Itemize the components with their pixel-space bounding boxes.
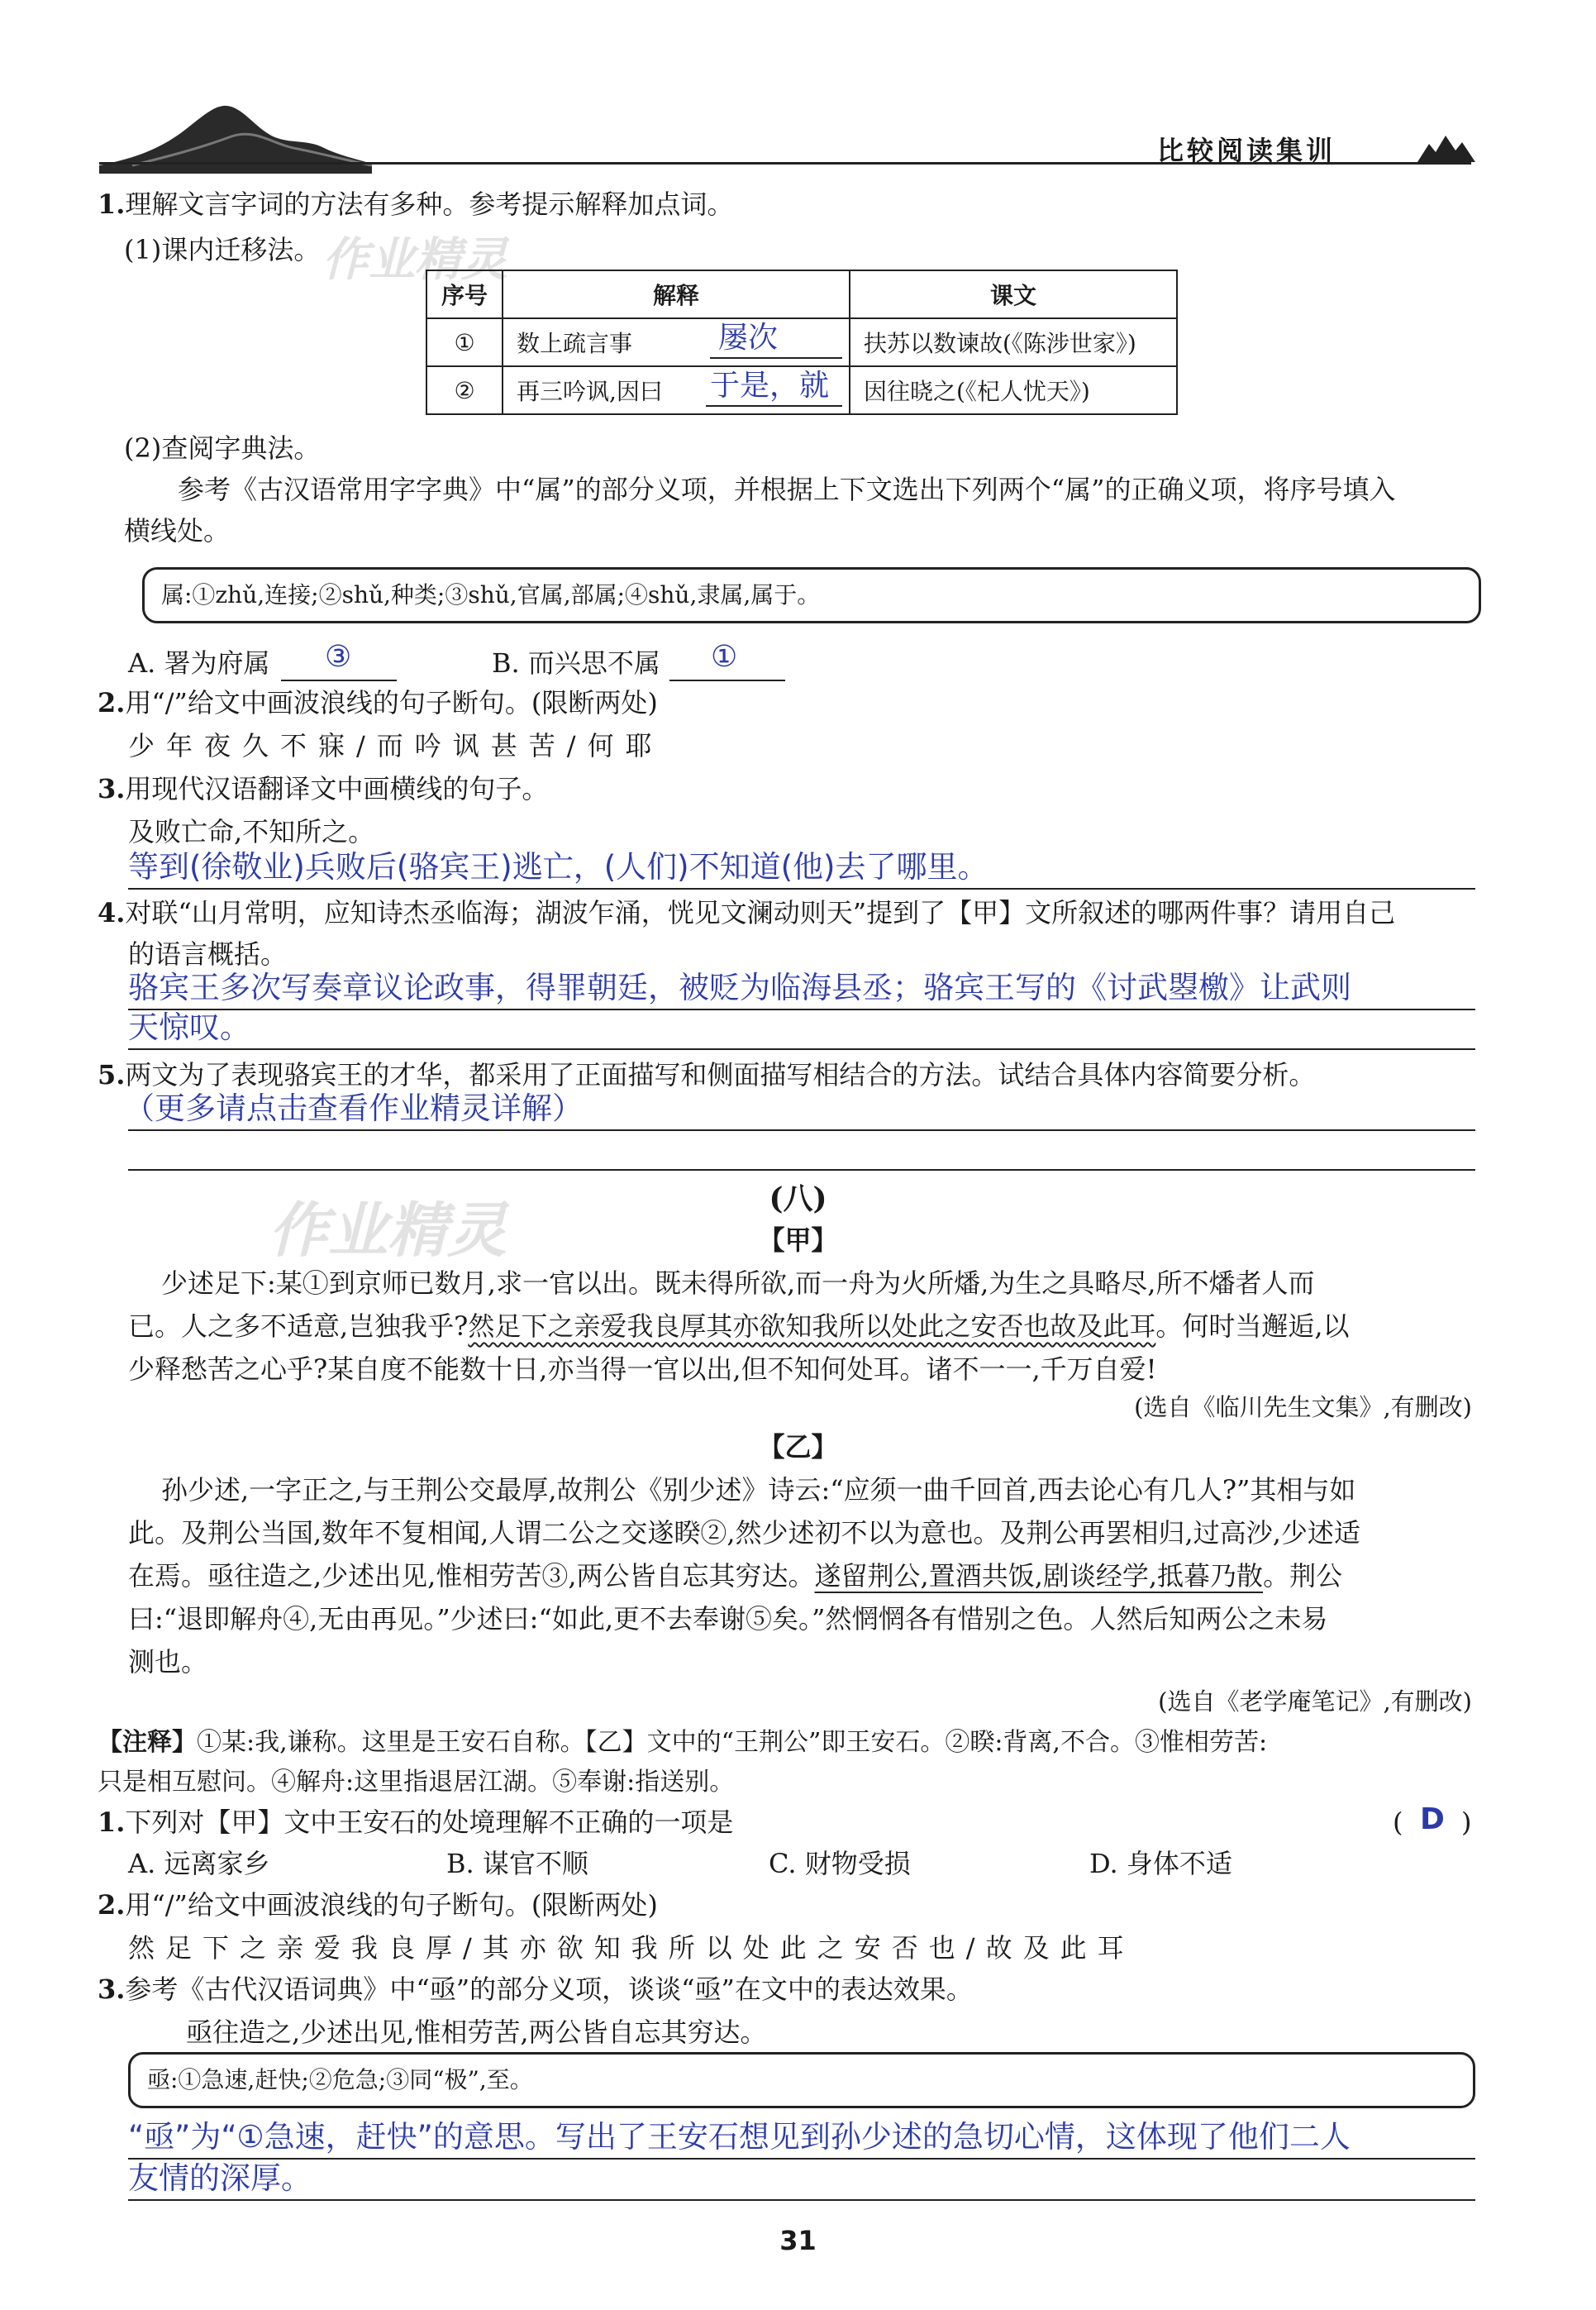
header-small-mountain-icon — [1417, 132, 1475, 162]
answer-line — [128, 1129, 1475, 1131]
table-answer: 于是，就 — [710, 369, 830, 403]
wavy-underlined-sentence: 然足下之亲爱我良厚其亦欲知我所以处此之安否也故及此耳 — [468, 1310, 1156, 1342]
table-row — [426, 366, 1177, 414]
q1-option-a: A. 署为府属 — [128, 647, 270, 679]
table-cell-text: 扶苏以数谏故(《陈涉世家》) — [850, 318, 1177, 366]
p8-q1-option: B. 谋官不顺 — [446, 1848, 588, 1879]
p8-q3-sentence: 亟往造之,少述出见,惟相劳苦,两公皆自忘其穷达。 — [186, 2016, 767, 2048]
table-header-text: 课文 — [850, 270, 1177, 318]
yi-paragraph: 测也。 — [128, 1646, 208, 1678]
q5-answer: （更多请点击查看作业精灵详解） — [124, 1091, 583, 1126]
yi-paragraph: 在焉。亟往造之,少述出见,惟相劳苦③,两公皆自忘其穷达。遂留荆公,置酒共饭,剧谈经学,抵暮乃散。荆公 — [128, 1560, 1343, 1592]
q1-sub2-text: 横线处。 — [124, 515, 231, 546]
table-header-explain: 解释 — [503, 270, 850, 318]
q1-option-b-answer: ① — [711, 640, 738, 674]
q3-sentence: 及败亡命,不知所之。 — [128, 816, 375, 847]
answer-underline — [710, 357, 842, 359]
q3-text: 3.用现代汉语翻译文中画横线的句子。 — [98, 773, 549, 804]
yi-source: (选自《老学庵笔记》,有删改) — [1158, 1687, 1472, 1716]
q1-sub1: (1)课内迁移法。 — [124, 234, 321, 265]
p8-q1-paren: ) — [1461, 1806, 1472, 1838]
jia-source: (选自《临川先生文集》,有删改) — [1134, 1393, 1472, 1421]
dict-box-text: 亟:①急速,赶快;②危急;③同“极”,至。 — [147, 2066, 533, 2093]
table-cell-no: ① — [426, 318, 503, 366]
page-number: 31 — [779, 2225, 817, 2256]
table-row — [426, 318, 1177, 366]
q2-sentence: 少年夜久不寐/而吟讽甚苦/何耶 — [128, 730, 664, 761]
dict-box-text: 属:①zhǔ,连接;②shǔ,种类;③shǔ,官属,部属;④shǔ,隶属,属于。 — [161, 581, 821, 609]
q1-table — [426, 270, 1178, 415]
answer-underline — [669, 680, 785, 681]
p8-q1-text: 1.下列对【甲】文中王安石的处境理解不正确的一项是 — [98, 1806, 734, 1838]
answer-line — [128, 1169, 1475, 1171]
answer-line — [128, 1048, 1475, 1050]
q1-text: 1.理解文言字词的方法有多种。参考提示解释加点词。 — [98, 189, 734, 220]
q4-answer: 天惊叹。 — [128, 1009, 250, 1045]
q5-text: 5.两文为了表现骆宾王的才华，都采用了正面描写和侧面描写相结合的方法。试结合具体内容简要分析。 — [98, 1059, 1316, 1091]
p8-q1-answer: D — [1420, 1802, 1445, 1836]
jia-paragraph: 少释愁苦之心乎?某自度不能数十日,亦当得一官以出,但不知何处耳。诸不一一,千万自爱! — [128, 1353, 1157, 1385]
table-cell-explain: 数上疏言事 屡次 — [503, 318, 850, 366]
p8-q1-option: A. 远离家乡 — [128, 1848, 270, 1879]
p8-q3-answer: 友情的深厚。 — [128, 2160, 312, 2196]
q4-text: 4.对联“山月常明，应知诗杰丞临海；湖波乍涌，恍见文澜动则天”提到了【甲】文所叙述的哪两件事？请用自己 — [98, 897, 1396, 928]
notes: 只是相互慰问。④解舟:这里指退居江湖。⑤奉谢:指送别。 — [98, 1768, 735, 1797]
table-cell-explain: 再三吟讽,因曰 于是，就 — [503, 366, 850, 414]
jia-paragraph: 少述足下:某①到京师已数月,求一官以出。既未得所欲,而一舟为火所燔,为生之具略尽,所不燔者人而 — [161, 1267, 1315, 1299]
p8-q2-text: 2.用“/”给文中画波浪线的句子断句。(限断两处) — [98, 1889, 658, 1921]
p8-q1-paren: ( — [1393, 1806, 1403, 1838]
table-header-no: 序号 — [426, 270, 503, 318]
watermark: 作业精灵 — [322, 233, 507, 287]
q1-sub2: (2)查阅字典法。 — [124, 432, 321, 464]
yi-paragraph: 曰:“退即解舟④,无由再见。”少述曰:“如此,更不去奉谢⑤矣。”然惘惘各有惜别之色。人然后知两公之未易 — [128, 1603, 1328, 1635]
table-cell-text: 因往晓之(《杞人忧天》) — [850, 366, 1177, 414]
q1-sub2-text: 参考《古汉语常用字字典》中“属”的部分义项，并根据上下文选出下列两个“属”的正确义项，将序号填入 — [178, 474, 1396, 505]
q1-option-b: B. 而兴思不属 — [492, 647, 660, 679]
jia-paragraph: 已。人之多不适意,岂独我乎?然足下之亲爱我良厚其亦欲知我所以处此之安否也故及此耳。何时当邂逅,以 — [128, 1310, 1350, 1342]
p8-q3-text: 3.参考《古代汉语词典》中“亟”的部分义项，谈谈“亟”在文中的表达效果。 — [98, 1974, 973, 2005]
p8-q2-sentence: 然足下之亲爱我良厚/其亦欲知我所以处此之安否也/故及此耳 — [128, 1932, 1135, 1964]
q3-answer: 等到(徐敬业)兵败后(骆宾王)逃亡，(人们)不知道(他)去了哪里。 — [128, 849, 989, 885]
answer-line — [128, 2158, 1475, 2160]
q4-answer: 骆宾王多次写奏章议论政事，得罪朝廷，被贬为临海县丞；骆宾王写的《讨武曌檄》让武则 — [128, 970, 1351, 1005]
answer-line — [128, 1009, 1475, 1010]
q2-text: 2.用“/”给文中画波浪线的句子断句。(限断两处) — [98, 687, 658, 718]
jia-heading: 【甲】 — [758, 1224, 838, 1256]
notes: 【注释】①某:我,谦称。这里是王安石自称。【乙】文中的“王荆公”即王安石。②睽:背离,不合。③惟相劳苦: — [98, 1728, 1268, 1757]
answer-line — [128, 888, 1475, 890]
yi-paragraph: 此。及荆公当国,数年不复相闻,人谓二公之交遂睽②,然少述初不以为意也。及荆公再罢相归,过高沙,少述适 — [128, 1517, 1360, 1549]
watermark: 作业精灵 — [269, 1196, 507, 1265]
answer-underline — [706, 405, 842, 407]
section-title: (八) — [769, 1181, 827, 1216]
p8-q3-answer: “亟”为“①急速，赶快”的意思。写出了王安石想见到孙少述的急切心情，这体现了他们二人 — [128, 2119, 1351, 2155]
yi-paragraph: 孙少述,一字正之,与王荆公交最厚,故荆公《别少述》诗云:“应须一曲千回首,西去论心有几人?”其相与如 — [161, 1474, 1356, 1506]
p8-q1-option: C. 财物受损 — [769, 1848, 911, 1879]
q1-option-a-answer: ③ — [325, 640, 352, 674]
table-header-row — [426, 270, 1177, 318]
answer-underline — [281, 680, 397, 681]
underlined-sentence: 遂留荆公,置酒共饭,剧谈经学,抵暮乃散 — [814, 1560, 1264, 1592]
table-answer: 屡次 — [718, 321, 779, 355]
answer-line — [128, 2199, 1475, 2201]
table-cell-no: ② — [426, 366, 503, 414]
yi-heading: 【乙】 — [758, 1431, 838, 1463]
q4-text: 的语言概括。 — [128, 938, 288, 970]
header-title: 比较阅读集训 — [1157, 135, 1336, 166]
p8-q1-option: D. 身体不适 — [1089, 1848, 1232, 1879]
